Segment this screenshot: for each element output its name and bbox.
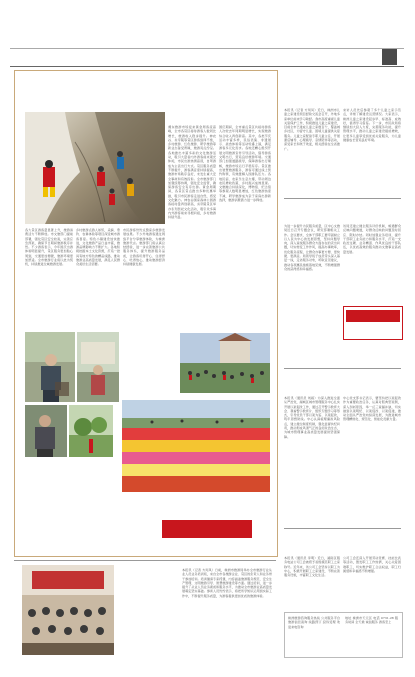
tourist-crowd-photo [180, 333, 270, 393]
stamp-title [346, 310, 400, 322]
mid-divider [284, 368, 401, 369]
main-body-col2: 国庆期间，全市重点景区共接待游客人次较去年同期明显增长，实现旅游综合收入再创新高。其中，各类节庆活动丰富多样，民俗表演、非遗展示、美食体验等活动轮番上演，满足游客多元化需求。各地还精心组织开展文明旅游宣传引导活动，倡导游客文明出行，营造良好旅游环境。交通部门加强道路疏导，保障游客出行顺畅，旅游市场运行平稳有序。景区推出智慧旅游服务，游客可通过线上预约购票，有效缓解入园排队压力。各地民宿、农家乐生意火爆，带动周边农民增收致富，乡村振兴成效显现。文旅融合持续深化，博物馆、纪念馆等参观人数明显增加，红色旅游热度不减，研学旅游成为亲子家庭出游新选择，旅游消费潜力进一步释放。 [219, 125, 271, 203]
main-body-col4: 乡村旅游点游人如织，采摘、垂钓、农耕体验等项目深受城市游客喜爱。特色小镇建设加快推进，文化旅游产品日益丰富，旅游品牌影响力不断扩大。各地积极挖掘本土文化资源，打造一批具有地方特色的精品线路，推动旅游业高质量发展，满足人民群众美好生活需要。 [76, 228, 120, 267]
residents-photo [77, 332, 119, 402]
bottom-right-body-b: 公司工会还深入开展劳动竞赛、技能比武等活动，激发职工工作热情，关心关爱困难职工，切实维护职工合法权益，职工归属感和幸福感不断增强。 [343, 556, 401, 573]
rock-climbing-photo [25, 112, 165, 224]
mid-body-b: 中心党支部书记表示，要坚持把以案促改作为重要政治任务，认真对照典型案例，深入剖析原因，举一反三查漏补缺，切实做到以案明纪、以案促改、以案促建，推动全面从严治党向纵深发展，为推进城市管理精细化、规范化、智能化贡献力量。 [343, 396, 401, 422]
bottom-left-body: 本报讯（记者 方珂凤）日前，株洲市旅游局举办全市旅游行业从业人员业务培训班，来自全市各旅游企业、景区的负责人和业务骨干参加培训。培训邀请专家授课，内容涵盖旅游服务规范、安全生产管理、文明旅游引导、智慧旅游建设等方面。通过培训，进一步提升了从业人员业务素质和服务水平，为推动全市旅游业高质量发展奠定坚实基础。参训人员纷纷表示，将把所学知识运用到实际工作中，不断提升服务质量，为游客提供更加优质的旅游体验。 [182, 568, 272, 598]
story2-body-b: 该局还建立健全服务评价机制，畅通群众反映问题渠道，对群众反映的问题及时回应、限时办结。同时加强业务培训，提升干部职工业务能力和服务水平，打造一支政治过硬、业务精湛、作风优良的干部队伍，以优质高效的服务推动文旅事业高质量发展。 [343, 224, 401, 254]
tianzhong-banner [162, 520, 252, 538]
ad-box [284, 612, 403, 658]
header-rule-thin [10, 48, 404, 49]
right-divider-1 [284, 198, 401, 199]
photo-caption [34, 506, 124, 512]
elderly-resident-photo [25, 332, 75, 402]
story1-body-a: 本报讯（记者 方珂凤）近日，株洲市儿童之家建设项目经验交流会召开，外地多家单位前来学习取经。我市高度重视儿童关爱保护工作，积极推进儿童之家建设，目前全市已建成儿童之家数百个，覆盖城乡社区，为留守儿童、困境儿童提供关爱服务。儿童之家配备专职儿童主任，开展课后辅导、心理疏导、亲情陪伴等活动，深受家长和孩子欢迎，相关经验在全省推广。 [284, 108, 340, 151]
page-number [382, 49, 397, 65]
ad-text-a: 株洲旅游咨询服务热线 公共服务平台 旅游信息查询 线路预订 投诉受理 欢迎来电咨询 [288, 616, 340, 629]
voice-stamp [343, 306, 403, 340]
main-body-col1: 湘东旅游市场迎来黄金周客流高峰，全市各景区接待游客人数同比增长，旅游收入稳步提升。神农谷、炎帝陵等景区游客络绎不绝，乡村旅游、红色旅游、研学旅游等新业态备受青睐，旅游亮点纷呈。各地推出丰富多彩的文化旅游活动，吸引大量省内外游客前来观光休闲，市民出游热情高涨，自驾游成为主流出行方式。景区服务质量不断提升，游客满意度持续提高，旅游市场秩序良好，未发生重大安全事故和有效投诉。全市旅游部门加强统筹协调，强化安全监管，确保游客安全有序出游。黄金周期间，各景区景点推出多种优惠举措，吸引市民游客走进自然，感受文化魅力。神农谷国家森林公园游客接待量再创新高，炎帝陵景区举办系列祭祀文化活动，吸引众多海内外游客前来寻根问祖，乡村旅游持续升温。 [168, 125, 216, 220]
old-man-photo [25, 405, 67, 457]
chrysanthemum-field-photo [122, 400, 270, 492]
bottom-divider [14, 560, 276, 561]
main-body-col3: 各大景区游客量显著上升，旅游消费活力不断释放。市文旅部门提前部署，强化景区安全检查，完善应急预案，确保节日期间旅游秩序井然。不少游客表示，今年国庆出游体验明显提升，景区服务更加贴心周到，交通更加便捷，旅游环境更加舒适。全市旅游行业将以此为契机，持续推进全域旅游发展。 [25, 228, 73, 267]
bottom-right-body-a: 本报讯（通讯员 李明）近日，湖南区服务电站公司工会被授予省级模范职工之家称号。近年来，该公司工会坚持以职工为中心，积极开展职工之家建设，不断完善服务设施，丰富职工文化生活。 [284, 556, 340, 578]
mid-body-a: 本报讯（通讯员 刘娟）为深入推进全面从严治党，湖城区城市管理服务中心扎实开展以案促改工作，通过召开警示教育大会、观看警示教育片、组织专题学习等形式，引导党员干部以案为鉴、以案促改，筑牢思想防线。中心认真梳理廉政风险点，建立健全制度机制，强化监督执纪问责，推动形成风清气正的良好政治生态，为城市管理事业高质量发展提供坚强保障。 [284, 396, 340, 439]
story2-body-a: 为进一步提升为民服务质量，区中心文旅局近日召开专题会议，研究部署相关工作。会议要求，全体干部职工要牢固树立以人民为中心的发展思想，坚持问题导向，深入查找服务群众方面存在的突出问题，切实转变工作作风，提高办事效率，优化服务流程，让群众办事更方便、更快捷、更满意。局领导班子成员带头深入基层一线，走访服务对象，听取意见建议，推动各项惠民措施落地见效，不断增强群众的获得感和幸福感。 [284, 224, 340, 271]
training-meeting-photo [22, 565, 114, 655]
bottom-right-divider [284, 528, 401, 529]
header-rule [10, 66, 404, 67]
story1-body-b: 来访人员先后参观了多个儿童之家示范点，详细了解建设运营情况。大家表示，株洲儿童之家建设起步早、标准高、成效好，值得学习借鉴。下一步，市民政局将继续加大投入力度，完善服务功能，提升管理水平，推动儿童之家建设提质增效，让更多儿童享受到优质关爱服务，为儿童健康成长营造良好环境。 [343, 108, 401, 143]
garden-photo [69, 405, 113, 457]
ad-text-b: 地址 株洲市天元区 电话 0731-28 服务时间 全天候 诚信服务 游客至上 [345, 616, 398, 625]
main-body-col5: 市民游客纷纷点赞家乡旅游发展成果。不少外地游客通过网络平台分享旅游体验，为株洲旅游代言。旅游部门将认真总结经验，进一步完善旅游公共服务体系，提升旅游服务品质，让游客玩得开心、住得舒心、吃得放心，推动旅游经济持续健康发展。 [123, 228, 165, 267]
